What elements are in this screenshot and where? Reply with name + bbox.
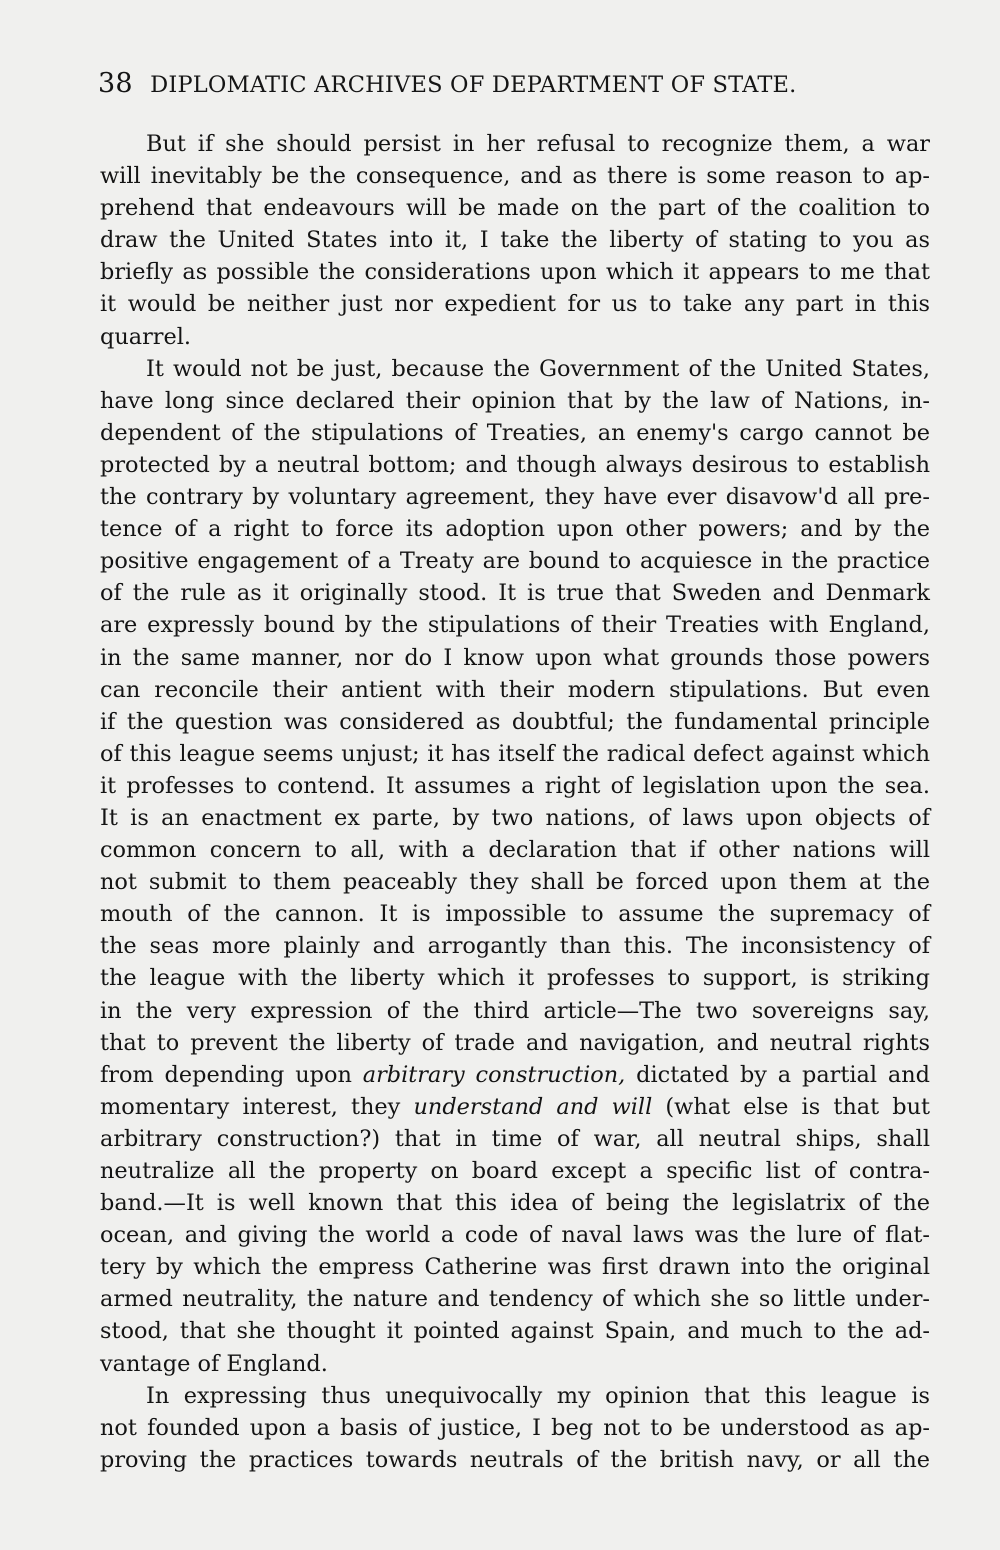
text-line: dependent of the stipulations of Treaties, an enemy's cargo cannot be: [100, 419, 930, 446]
text-line: It would not be just, because the Government of the United States,: [146, 355, 930, 382]
text-line: protected by a neutral bottom; and though always desirous to establish: [100, 451, 930, 478]
text-line: band.—It is well known that this idea of being the legislatrix of the: [100, 1190, 930, 1217]
text-line: neutralize all the property on board except a specific list of contra-: [100, 1158, 930, 1184]
text-line: not founded upon a basis of justice, I beg not to be understood as ap-: [100, 1414, 930, 1441]
body-text: [100, 128, 930, 1476]
text-line: But if she should persist in her refusal to recognize them, a war: [146, 131, 930, 157]
text-line: it professes to contend. It assumes a right of legislation upon the sea.: [100, 772, 930, 799]
text-line: proving the practices towards neutrals of the british navy, or all the: [100, 1446, 930, 1473]
text-line: can reconcile their antient with their modern stipulations. But even: [100, 676, 930, 703]
text-line: tence of a right to force its adoption upon other powers; and by the: [100, 516, 930, 543]
text-line: it would be neither just nor expedient for us to take any part in this: [100, 291, 930, 318]
text-line: draw the United States into it, I take the liberty of stating to you as: [100, 227, 930, 254]
running-header: [98, 68, 868, 99]
text-line: have long since declared their opinion that by the law of Nations, in-: [100, 387, 930, 414]
text-line: in the very expression of the third article—The two sovereigns say,: [100, 997, 930, 1024]
text-line: mouth of the cannon. It is impossible to assume the supremacy of: [100, 901, 930, 928]
text-line: not submit to them peaceably they shall be forced upon them at the: [100, 869, 930, 896]
text-line: the league with the liberty which it professes to support, is striking: [100, 965, 930, 992]
text-line-with-italic: [100, 1091, 930, 1123]
text-line: tery by which the empress Catherine was first drawn into the original: [100, 1254, 930, 1281]
line-segment: dictated by a partial and: [625, 1061, 930, 1088]
text-line: that to prevent the liberty of trade and navigation, and neutral rights: [100, 1029, 930, 1056]
text-line: are expressly bound by the stipulations of their Treaties with England,: [100, 612, 930, 639]
text-line: common concern to all, with a declaration that if other nations will: [100, 837, 930, 864]
text-line: vantage of England.: [100, 1350, 328, 1377]
line-segment: momentary interest, they: [100, 1093, 414, 1120]
line-segment: from depending upon: [100, 1061, 363, 1088]
text-line: positive engagement of a Treaty are bound to acquiesce in the practice: [100, 548, 930, 575]
text-line: armed neutrality, the nature and tendency of which she so little under-: [100, 1286, 930, 1313]
text-line: In expressing thus unequivocally my opinion that this league is: [146, 1382, 930, 1409]
text-line: stood, that she thought it pointed against Spain, and much to the ad-: [100, 1318, 930, 1345]
text-line: arbitrary construction?) that in time of war, all neutral ships, shall: [100, 1125, 930, 1152]
text-line: the contrary by voluntary agreement, they have ever disavow'd all pre-: [100, 484, 930, 511]
text-line: of the rule as it originally stood. It is true that Sweden and Denmark: [100, 580, 930, 607]
text-line: prehend that endeavours will be made on the part of the coalition to: [100, 195, 930, 222]
text-line: the seas more plainly and arrogantly than this. The inconsistency of: [100, 933, 930, 960]
italic-phrase: arbitrary construction,: [362, 1061, 626, 1088]
text-line: ocean, and giving the world a code of naval laws was the lure of flat-: [100, 1222, 930, 1249]
text-line: quarrel.: [100, 323, 192, 350]
text-line: It is an enactment ex parte, by two nations, of laws upon objects of: [100, 804, 930, 831]
running-title: DIPLOMATIC ARCHIVES OF DEPARTMENT OF STATE.: [150, 72, 797, 98]
text-line: will inevitably be the consequence, and as there is some reason to ap-: [100, 163, 930, 190]
text-line: in the same manner, nor do I know upon what grounds those powers: [100, 644, 930, 671]
text-line: briefly as possible the considerations upon which it appears to me that: [100, 259, 930, 286]
text-line-with-italic: [100, 1059, 930, 1091]
page-number: 38: [98, 68, 133, 99]
text-line: of this league seems unjust; it has itself the radical defect against which: [100, 740, 930, 767]
line-segment: (what else is that but: [652, 1093, 931, 1120]
text-line: if the question was considered as doubtful; the fundamental principle: [100, 708, 930, 735]
italic-phrase: understand and will: [413, 1093, 653, 1120]
